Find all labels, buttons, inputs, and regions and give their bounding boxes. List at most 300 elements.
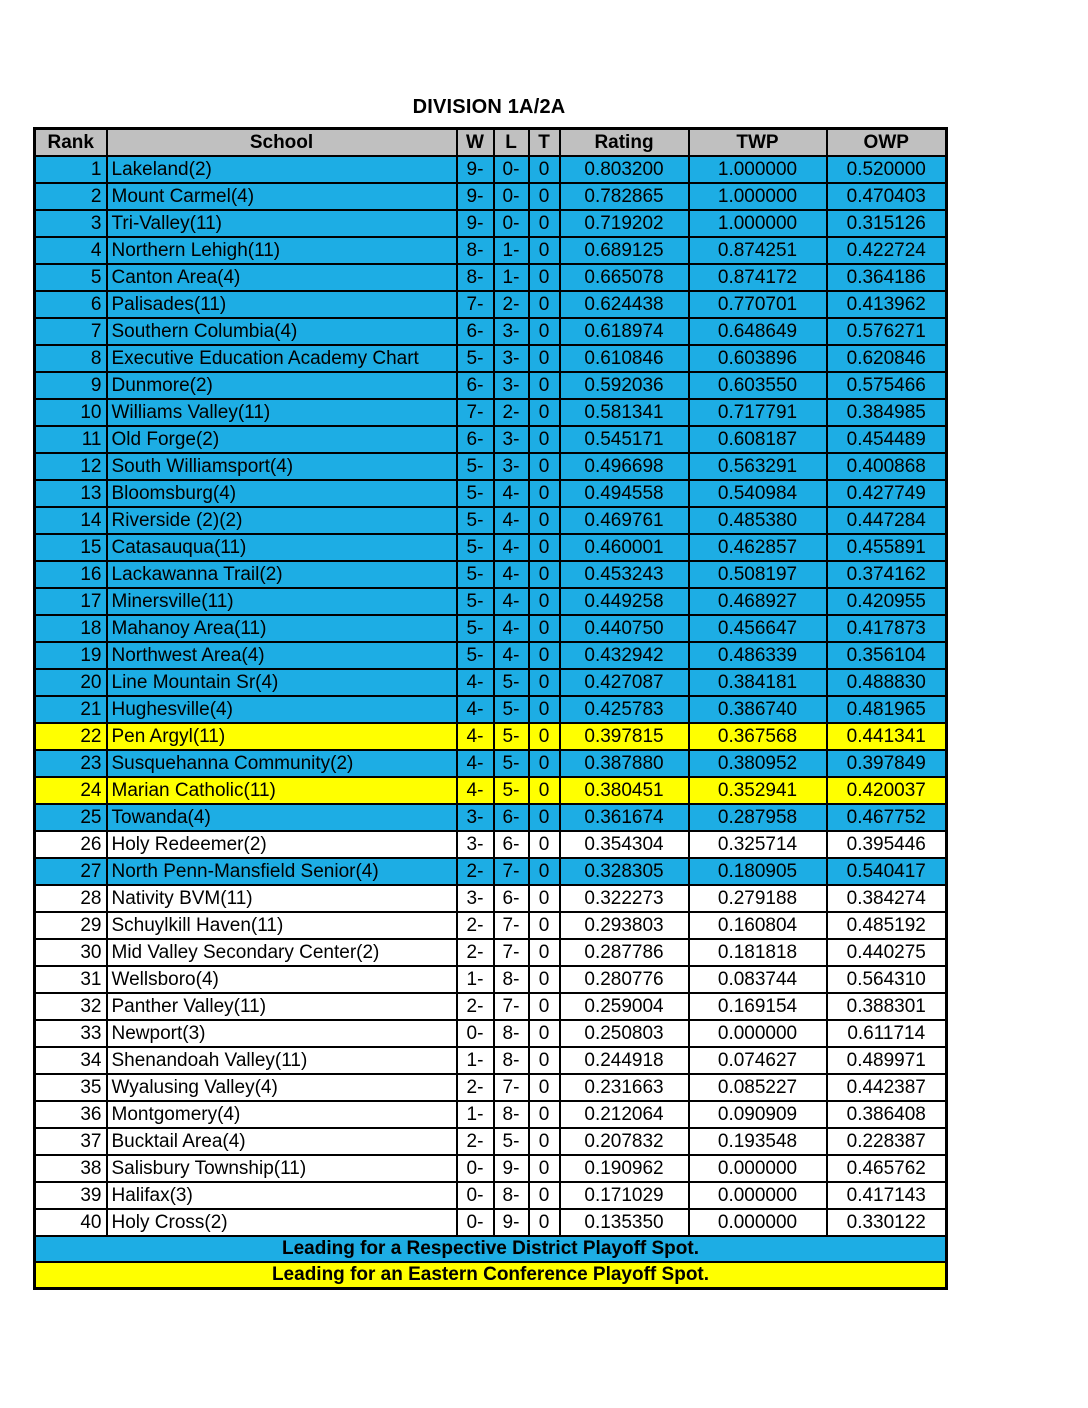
cell-w: 3-: [457, 885, 494, 912]
cell-rating: 0.427087: [560, 669, 689, 696]
cell-rating: 0.440750: [560, 615, 689, 642]
cell-rank: 14: [35, 507, 107, 534]
cell-t: 0: [529, 615, 560, 642]
cell-rating: 0.618974: [560, 318, 689, 345]
cell-rank: 4: [35, 237, 107, 264]
cell-school: Holy Redeemer(2): [107, 831, 457, 858]
cell-rank: 1: [35, 156, 107, 183]
cell-t: 0: [529, 318, 560, 345]
cell-school: Panther Valley(11): [107, 993, 457, 1020]
legend-row-district: [35, 1236, 947, 1262]
cell-t: 0: [529, 1209, 560, 1236]
cell-w: 5-: [457, 507, 494, 534]
cell-t: 0: [529, 210, 560, 237]
cell-twp: 0.608187: [689, 426, 827, 453]
cell-twp: 0.000000: [689, 1155, 827, 1182]
cell-t: 0: [529, 480, 560, 507]
cell-owp: 0.330122: [827, 1209, 947, 1236]
legend-district-label: Leading for a Respective District Playoff Spot.: [35, 1236, 947, 1262]
cell-owp: 0.485192: [827, 912, 947, 939]
cell-school: Dunmore(2): [107, 372, 457, 399]
cell-school: Riverside (2)(2): [107, 507, 457, 534]
col-header-twp: TWP: [689, 129, 827, 157]
cell-t: 0: [529, 1155, 560, 1182]
cell-owp: 0.470403: [827, 183, 947, 210]
table-row: [35, 885, 947, 912]
cell-twp: 0.384181: [689, 669, 827, 696]
table-row: [35, 777, 947, 804]
table-row: [35, 1182, 947, 1209]
cell-t: 0: [529, 669, 560, 696]
cell-l: 5-: [494, 1128, 529, 1155]
cell-rating: 0.293803: [560, 912, 689, 939]
cell-t: 0: [529, 426, 560, 453]
col-header-w: W: [457, 129, 494, 157]
cell-owp: 0.575466: [827, 372, 947, 399]
table-row: [35, 723, 947, 750]
cell-owp: 0.397849: [827, 750, 947, 777]
cell-owp: 0.540417: [827, 858, 947, 885]
cell-t: 0: [529, 453, 560, 480]
cell-w: 5-: [457, 588, 494, 615]
cell-t: 0: [529, 858, 560, 885]
cell-school: Executive Education Academy Chart: [107, 345, 457, 372]
cell-owp: 0.465762: [827, 1155, 947, 1182]
cell-w: 3-: [457, 804, 494, 831]
cell-rank: 6: [35, 291, 107, 318]
cell-twp: 0.000000: [689, 1209, 827, 1236]
cell-school: Tri-Valley(11): [107, 210, 457, 237]
cell-l: 3-: [494, 372, 529, 399]
table-row: [35, 399, 947, 426]
cell-owp: 0.395446: [827, 831, 947, 858]
cell-twp: 0.352941: [689, 777, 827, 804]
table-row: [35, 858, 947, 885]
table-row: [35, 345, 947, 372]
cell-owp: 0.489971: [827, 1047, 947, 1074]
cell-rating: 0.592036: [560, 372, 689, 399]
cell-l: 9-: [494, 1209, 529, 1236]
cell-owp: 0.413962: [827, 291, 947, 318]
cell-w: 2-: [457, 912, 494, 939]
cell-twp: 0.090909: [689, 1101, 827, 1128]
cell-twp: 0.160804: [689, 912, 827, 939]
cell-rating: 0.171029: [560, 1182, 689, 1209]
cell-rank: 11: [35, 426, 107, 453]
cell-twp: 0.462857: [689, 534, 827, 561]
cell-owp: 0.611714: [827, 1020, 947, 1047]
cell-l: 2-: [494, 291, 529, 318]
cell-l: 3-: [494, 426, 529, 453]
cell-t: 0: [529, 804, 560, 831]
cell-t: 0: [529, 939, 560, 966]
table-row: [35, 318, 947, 345]
cell-l: 7-: [494, 1074, 529, 1101]
cell-twp: 0.287958: [689, 804, 827, 831]
cell-owp: 0.620846: [827, 345, 947, 372]
cell-rating: 0.581341: [560, 399, 689, 426]
table-row: [35, 426, 947, 453]
cell-owp: 0.417143: [827, 1182, 947, 1209]
cell-twp: 0.540984: [689, 480, 827, 507]
table-row: [35, 183, 947, 210]
cell-twp: 0.485380: [689, 507, 827, 534]
cell-school: Towanda(4): [107, 804, 457, 831]
cell-twp: 0.169154: [689, 993, 827, 1020]
cell-school: Northwest Area(4): [107, 642, 457, 669]
cell-owp: 0.427749: [827, 480, 947, 507]
cell-twp: 0.085227: [689, 1074, 827, 1101]
cell-owp: 0.422724: [827, 237, 947, 264]
cell-rating: 0.496698: [560, 453, 689, 480]
cell-rank: 37: [35, 1128, 107, 1155]
table-row: [35, 1155, 947, 1182]
cell-rank: 36: [35, 1101, 107, 1128]
cell-l: 7-: [494, 993, 529, 1020]
cell-rating: 0.453243: [560, 561, 689, 588]
cell-twp: 0.325714: [689, 831, 827, 858]
cell-l: 4-: [494, 615, 529, 642]
cell-school: Minersville(11): [107, 588, 457, 615]
cell-l: 8-: [494, 1182, 529, 1209]
cell-l: 1-: [494, 264, 529, 291]
cell-school: Schuylkill Haven(11): [107, 912, 457, 939]
cell-rank: 22: [35, 723, 107, 750]
table-row: [35, 372, 947, 399]
cell-t: 0: [529, 588, 560, 615]
cell-w: 2-: [457, 993, 494, 1020]
cell-w: 1-: [457, 966, 494, 993]
cell-school: Catasauqua(11): [107, 534, 457, 561]
cell-school: Palisades(11): [107, 291, 457, 318]
rankings-table: [33, 127, 948, 1290]
cell-t: 0: [529, 264, 560, 291]
cell-rank: 8: [35, 345, 107, 372]
cell-w: 9-: [457, 156, 494, 183]
cell-twp: 0.468927: [689, 588, 827, 615]
cell-school: Marian Catholic(11): [107, 777, 457, 804]
cell-w: 6-: [457, 426, 494, 453]
cell-rank: 32: [35, 993, 107, 1020]
table-row: [35, 1074, 947, 1101]
cell-school: Newport(3): [107, 1020, 457, 1047]
cell-rating: 0.460001: [560, 534, 689, 561]
cell-rating: 0.135350: [560, 1209, 689, 1236]
cell-rating: 0.719202: [560, 210, 689, 237]
cell-w: 5-: [457, 561, 494, 588]
col-header-owp: OWP: [827, 129, 947, 157]
cell-rating: 0.803200: [560, 156, 689, 183]
cell-school: North Penn-Mansfield Senior(4): [107, 858, 457, 885]
cell-school: Mahanoy Area(11): [107, 615, 457, 642]
cell-school: Salisbury Township(11): [107, 1155, 457, 1182]
table-row: [35, 291, 947, 318]
cell-school: Williams Valley(11): [107, 399, 457, 426]
cell-rank: 21: [35, 696, 107, 723]
cell-owp: 0.442387: [827, 1074, 947, 1101]
cell-w: 5-: [457, 534, 494, 561]
cell-twp: 0.181818: [689, 939, 827, 966]
cell-rating: 0.231663: [560, 1074, 689, 1101]
cell-t: 0: [529, 561, 560, 588]
cell-rating: 0.207832: [560, 1128, 689, 1155]
cell-owp: 0.520000: [827, 156, 947, 183]
table-row: [35, 1047, 947, 1074]
cell-rating: 0.782865: [560, 183, 689, 210]
cell-owp: 0.481965: [827, 696, 947, 723]
cell-twp: 0.603896: [689, 345, 827, 372]
cell-w: 4-: [457, 750, 494, 777]
header-row: [35, 129, 947, 157]
cell-rank: 2: [35, 183, 107, 210]
cell-w: 0-: [457, 1182, 494, 1209]
cell-rating: 0.244918: [560, 1047, 689, 1074]
cell-owp: 0.440275: [827, 939, 947, 966]
table-row: [35, 453, 947, 480]
cell-rank: 5: [35, 264, 107, 291]
cell-rank: 23: [35, 750, 107, 777]
cell-w: 4-: [457, 723, 494, 750]
cell-twp: 0.770701: [689, 291, 827, 318]
cell-twp: 1.000000: [689, 156, 827, 183]
cell-l: 0-: [494, 210, 529, 237]
col-header-l: L: [494, 129, 529, 157]
table-row: [35, 561, 947, 588]
cell-rank: 30: [35, 939, 107, 966]
cell-school: Mid Valley Secondary Center(2): [107, 939, 457, 966]
cell-owp: 0.364186: [827, 264, 947, 291]
cell-school: Halifax(3): [107, 1182, 457, 1209]
cell-w: 2-: [457, 1074, 494, 1101]
cell-rating: 0.397815: [560, 723, 689, 750]
cell-l: 5-: [494, 750, 529, 777]
cell-rating: 0.361674: [560, 804, 689, 831]
cell-w: 6-: [457, 372, 494, 399]
cell-l: 5-: [494, 723, 529, 750]
cell-t: 0: [529, 1074, 560, 1101]
cell-w: 1-: [457, 1047, 494, 1074]
cell-school: Northern Lehigh(11): [107, 237, 457, 264]
table-row: [35, 804, 947, 831]
cell-t: 0: [529, 750, 560, 777]
cell-w: 0-: [457, 1209, 494, 1236]
cell-l: 6-: [494, 804, 529, 831]
table-row: [35, 1020, 947, 1047]
cell-l: 4-: [494, 642, 529, 669]
cell-school: Old Forge(2): [107, 426, 457, 453]
cell-t: 0: [529, 345, 560, 372]
cell-rating: 0.610846: [560, 345, 689, 372]
table-row: [35, 210, 947, 237]
cell-twp: 0.380952: [689, 750, 827, 777]
cell-w: 8-: [457, 264, 494, 291]
cell-rank: 24: [35, 777, 107, 804]
cell-t: 0: [529, 642, 560, 669]
cell-twp: 1.000000: [689, 183, 827, 210]
table-row: [35, 480, 947, 507]
cell-school: Wyalusing Valley(4): [107, 1074, 457, 1101]
legend-eastern-label: Leading for an Eastern Conference Playoff Spot.: [35, 1262, 947, 1289]
table-row: [35, 156, 947, 183]
cell-t: 0: [529, 831, 560, 858]
cell-twp: 0.648649: [689, 318, 827, 345]
cell-rank: 10: [35, 399, 107, 426]
cell-w: 1-: [457, 1101, 494, 1128]
cell-twp: 0.717791: [689, 399, 827, 426]
cell-twp: 0.279188: [689, 885, 827, 912]
cell-owp: 0.467752: [827, 804, 947, 831]
cell-t: 0: [529, 777, 560, 804]
cell-w: 0-: [457, 1020, 494, 1047]
cell-t: 0: [529, 696, 560, 723]
col-header-school: School: [107, 129, 457, 157]
cell-l: 0-: [494, 156, 529, 183]
cell-l: 3-: [494, 453, 529, 480]
cell-l: 7-: [494, 939, 529, 966]
cell-t: 0: [529, 183, 560, 210]
table-row: [35, 1101, 947, 1128]
cell-rating: 0.190962: [560, 1155, 689, 1182]
cell-rank: 34: [35, 1047, 107, 1074]
cell-twp: 0.193548: [689, 1128, 827, 1155]
cell-owp: 0.386408: [827, 1101, 947, 1128]
cell-l: 4-: [494, 507, 529, 534]
cell-twp: 0.563291: [689, 453, 827, 480]
cell-owp: 0.564310: [827, 966, 947, 993]
cell-twp: 0.603550: [689, 372, 827, 399]
cell-rank: 16: [35, 561, 107, 588]
cell-w: 2-: [457, 858, 494, 885]
cell-t: 0: [529, 1047, 560, 1074]
cell-rating: 0.624438: [560, 291, 689, 318]
cell-l: 8-: [494, 1047, 529, 1074]
table-row: [35, 237, 947, 264]
cell-w: 6-: [457, 318, 494, 345]
table-row: [35, 534, 947, 561]
cell-rank: 15: [35, 534, 107, 561]
cell-school: Line Mountain Sr(4): [107, 669, 457, 696]
cell-rating: 0.380451: [560, 777, 689, 804]
cell-owp: 0.420037: [827, 777, 947, 804]
cell-school: South Williamsport(4): [107, 453, 457, 480]
legend-row-eastern: [35, 1262, 947, 1289]
cell-twp: 0.386740: [689, 696, 827, 723]
cell-rank: 40: [35, 1209, 107, 1236]
table-row: [35, 993, 947, 1020]
cell-owp: 0.388301: [827, 993, 947, 1020]
cell-l: 0-: [494, 183, 529, 210]
cell-t: 0: [529, 912, 560, 939]
cell-owp: 0.454489: [827, 426, 947, 453]
cell-w: 2-: [457, 1128, 494, 1155]
cell-t: 0: [529, 534, 560, 561]
cell-rank: 13: [35, 480, 107, 507]
cell-rank: 17: [35, 588, 107, 615]
cell-rank: 35: [35, 1074, 107, 1101]
cell-rank: 18: [35, 615, 107, 642]
cell-owp: 0.384274: [827, 885, 947, 912]
cell-w: 9-: [457, 183, 494, 210]
cell-rank: 26: [35, 831, 107, 858]
cell-rank: 39: [35, 1182, 107, 1209]
table-row: [35, 669, 947, 696]
table-row: [35, 966, 947, 993]
cell-twp: 0.874172: [689, 264, 827, 291]
cell-w: 4-: [457, 696, 494, 723]
cell-t: 0: [529, 156, 560, 183]
cell-w: 5-: [457, 615, 494, 642]
cell-l: 6-: [494, 885, 529, 912]
cell-l: 4-: [494, 534, 529, 561]
cell-t: 0: [529, 723, 560, 750]
col-header-rating: Rating: [560, 129, 689, 157]
cell-w: 9-: [457, 210, 494, 237]
cell-rating: 0.425783: [560, 696, 689, 723]
cell-w: 2-: [457, 939, 494, 966]
cell-w: 5-: [457, 345, 494, 372]
cell-school: Shenandoah Valley(11): [107, 1047, 457, 1074]
cell-rank: 27: [35, 858, 107, 885]
cell-school: Mount Carmel(4): [107, 183, 457, 210]
cell-w: 5-: [457, 480, 494, 507]
cell-l: 6-: [494, 831, 529, 858]
cell-w: 5-: [457, 642, 494, 669]
cell-school: Lakeland(2): [107, 156, 457, 183]
cell-l: 8-: [494, 966, 529, 993]
cell-rating: 0.689125: [560, 237, 689, 264]
cell-rating: 0.354304: [560, 831, 689, 858]
cell-t: 0: [529, 1101, 560, 1128]
table-row: [35, 939, 947, 966]
cell-t: 0: [529, 237, 560, 264]
table-row: [35, 1128, 947, 1155]
cell-owp: 0.228387: [827, 1128, 947, 1155]
cell-rank: 29: [35, 912, 107, 939]
cell-owp: 0.576271: [827, 318, 947, 345]
cell-rank: 12: [35, 453, 107, 480]
cell-t: 0: [529, 291, 560, 318]
col-header-t: T: [529, 129, 560, 157]
cell-rating: 0.494558: [560, 480, 689, 507]
cell-t: 0: [529, 1128, 560, 1155]
cell-twp: 0.074627: [689, 1047, 827, 1074]
cell-l: 5-: [494, 777, 529, 804]
cell-rank: 33: [35, 1020, 107, 1047]
table-row: [35, 507, 947, 534]
cell-rating: 0.212064: [560, 1101, 689, 1128]
cell-l: 7-: [494, 858, 529, 885]
cell-l: 3-: [494, 345, 529, 372]
cell-school: Holy Cross(2): [107, 1209, 457, 1236]
cell-school: Montgomery(4): [107, 1101, 457, 1128]
cell-twp: 0.000000: [689, 1182, 827, 1209]
cell-owp: 0.455891: [827, 534, 947, 561]
cell-school: Bucktail Area(4): [107, 1128, 457, 1155]
cell-t: 0: [529, 1182, 560, 1209]
cell-twp: 1.000000: [689, 210, 827, 237]
cell-w: 4-: [457, 777, 494, 804]
table-row: [35, 588, 947, 615]
cell-rating: 0.287786: [560, 939, 689, 966]
cell-l: 1-: [494, 237, 529, 264]
cell-twp: 0.000000: [689, 1020, 827, 1047]
cell-t: 0: [529, 399, 560, 426]
cell-twp: 0.874251: [689, 237, 827, 264]
cell-school: Pen Argyl(11): [107, 723, 457, 750]
table-row: [35, 831, 947, 858]
cell-rating: 0.449258: [560, 588, 689, 615]
cell-owp: 0.400868: [827, 453, 947, 480]
